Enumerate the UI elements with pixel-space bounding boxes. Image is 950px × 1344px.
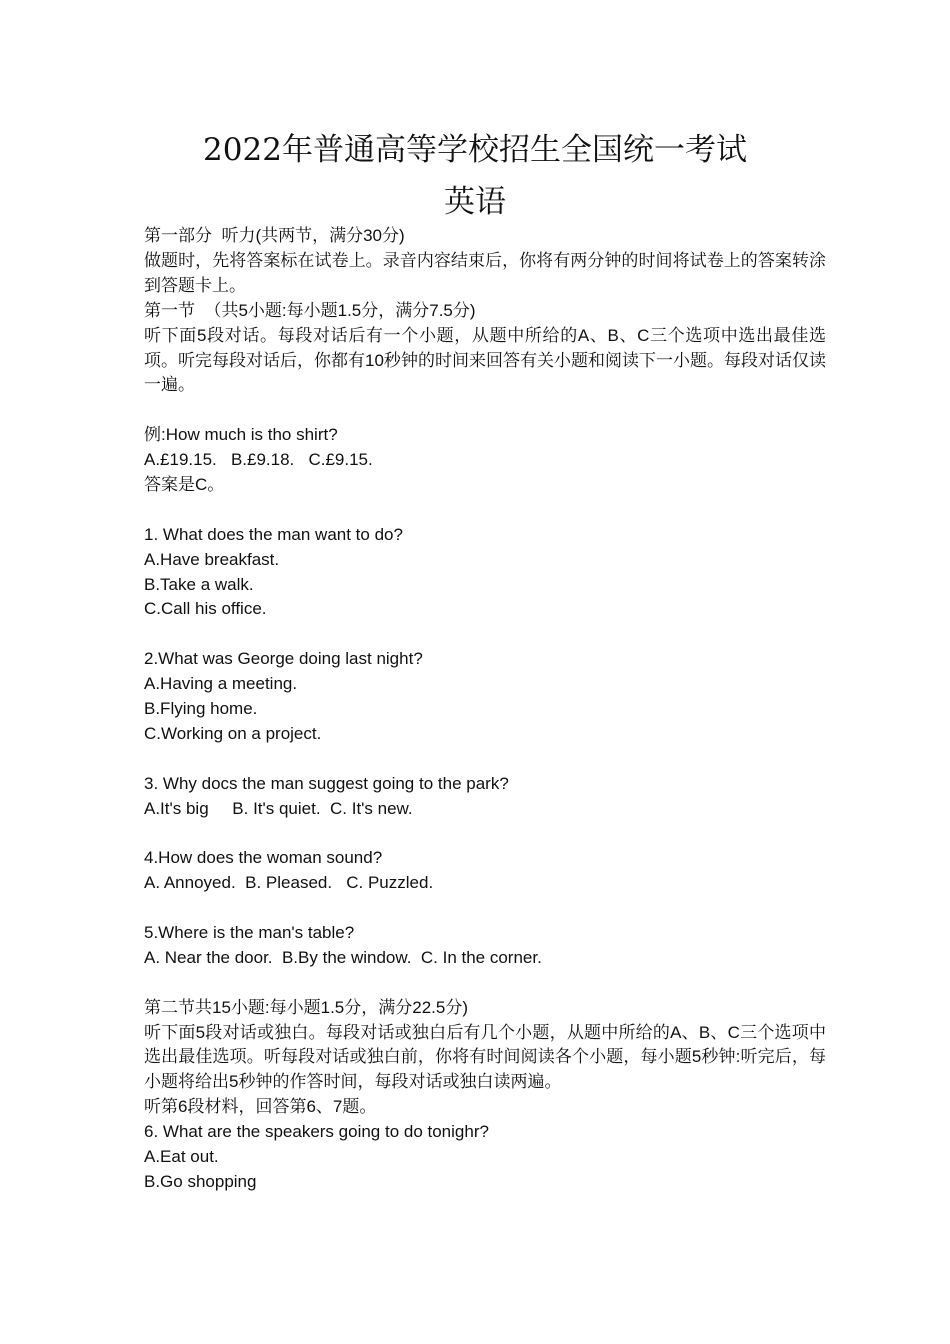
question-2-option-a: A.Having a meeting. — [144, 674, 298, 694]
example-options: A.£19.15. B.£9.18. C.£9.15. — [144, 450, 373, 470]
section1-heading: 第一节 （共5小题:每小题1.5分，满分7.5分) — [144, 300, 476, 320]
question-6: 6. What are the speakers going to do tonighr? — [144, 1122, 489, 1142]
material-6-heading: 听第6段材料，回答第6、7题。 — [144, 1097, 377, 1117]
part1-instruction: 做题时，先将答案标在试卷上。录音内容结束后，你将有两分钟的时间将试卷上的答案转涂到答题卡上。 — [144, 250, 826, 295]
spacer — [144, 896, 826, 921]
subject-title: 英语 — [444, 184, 506, 220]
exam-title: 2022年普通高等学校招生全国统一考试 — [203, 132, 747, 168]
question-5-options: A. Near the door. B.By the window. C. In the corner. — [144, 947, 542, 967]
question-4: 4.How does the woman sound? — [144, 848, 383, 868]
question-6-option-b: B.Go shopping — [144, 1171, 257, 1191]
question-2-option-c: C.Working on a project. — [144, 723, 322, 743]
question-3-options: A.It's big B. It's quiet. C. It's new. — [144, 798, 413, 818]
example-question: 例:How much is tho shirt? — [144, 425, 338, 445]
section1-instruction: 听下面5段对话。每段对话后有一个小题，从题中所给的A、B、C三个选项中选出最佳选项。听完每段对话后，你都有10秒钟的时间来回答有关小题和阅读下一小题。每段对话仅读一遍。 — [144, 325, 826, 395]
section2-instruction: 听下面5段对话或独白。每段对话或独白后有几个小题，从题中所给的A、B、C三个选项中选出最佳选项。听每段对话或独白前，你将有时间阅读各个小题，每小题5秒钟:听完后，每小题将给出5秒钟的作答时间，每段对话或独白读两遍。 — [144, 1022, 826, 1092]
example-answer: 答案是C。 — [144, 474, 225, 494]
spacer — [144, 498, 826, 523]
spacer — [144, 622, 826, 647]
part1-heading: 第一部分 听力(共两节，满分30分) — [144, 226, 405, 245]
spacer — [144, 747, 826, 772]
spacer — [144, 971, 826, 996]
spacer — [144, 398, 826, 423]
spacer — [144, 821, 826, 846]
question-5: 5.Where is the man's table? — [144, 923, 355, 943]
question-4-options: A. Annoyed. B. Pleased. C. Puzzled. — [144, 873, 434, 893]
question-1: 1. What does the man want to do? — [144, 524, 403, 544]
question-1-option-b: B.Take a walk. — [144, 574, 254, 594]
question-2: 2.What was George doing last night? — [144, 649, 423, 669]
question-2-option-b: B.Flying home. — [144, 699, 258, 718]
question-1-option-c: C.Call his office. — [144, 599, 267, 619]
section2-heading: 第二节共15小题:每小题1.5分，满分22.5分) — [144, 997, 469, 1017]
exam-content — [144, 224, 826, 1195]
question-6-option-a: A.Eat out. — [144, 1147, 219, 1167]
question-3: 3. Why docs the man suggest going to the park? — [144, 773, 509, 793]
question-1-option-a: A.Have breakfast. — [144, 549, 280, 569]
